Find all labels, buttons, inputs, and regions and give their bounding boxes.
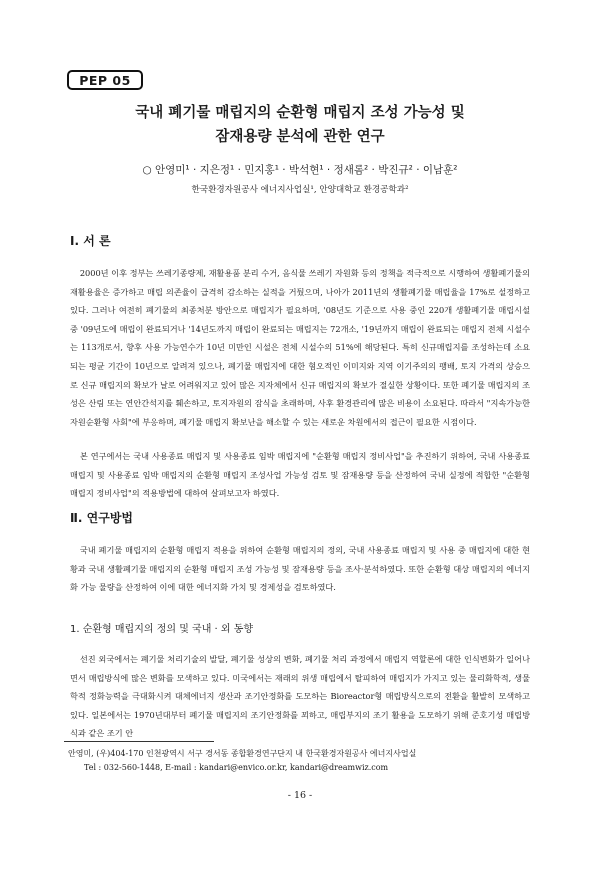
intro-paragraph-2: 본 연구에서는 국내 사용종료 매립지 및 사용종료 임박 매립지에 "순환형 매립지 정비사업"을 추진하기 위하여, 국내 사용종료 매립지 및 사용종료 임박 매립지의 순환형 매립지 조성사업 가능성 검토 및 잠재용량 등을 산정하여 국내 실정에 적합한 "순환형 매립지 정비사업"의 적용방법에 대하여 살펴보고자 하였다. [70, 451, 530, 499]
session-tag: PEP 05 [67, 70, 143, 90]
footnote-divider [64, 741, 214, 742]
intro-paragraph-1: 2000년 이후 정부는 쓰레기종량제, 재활용품 분리 수거, 음식물 쓰레기 자원화 등의 정책을 적극적으로 시행하여 생활폐기물의 재활용율은 증가하고 매립 의존율이 급격히 감소하는 실적을 거뒀으며, 나아가 2011년의 생활폐기물 매립율을 17%로 설정하고 있다. 그러나 여전히 폐기물의 최종처분 방안으로 매립지가 필요하며, '08년도 기준으로 사용 중인 220개 생활폐기물 매립시설 중 '09년도에 매립이 완료되거나 '14년도까지 매립이 완료되는 매립지는 72개소, '19년까지 매립이 완료되는 매립지 전체 시설수는 113개로서, 향후 사용 가능연수가 10년 미만인 시설은 전체 시설수의 51%에 해당된다. 특히 신규매립지를 조성하는데 소요되는 평균 기간이 10년으로 알려져 있으나, 폐기물 매립지에 대한 혐오적인 이미지와 지역 이기주의의 팽배, 토지 가격의 상승으로 신규 매립지의 확보가 날로 어려워지고 있어 많은 지자체에서 신규 매립지의 확보가 절실한 상황이다. 또한 폐기물 매립지의 조성은 산림 또는 연안간석지를 훼손하고, 토지자원의 잠식을 초래하며, 사후 환경관리에 많은 비용이 소요된다. 따라서 "지속가능한 자원순환형 사회"에 부응하며, 폐기물 매립지 확보난을 해소할 수 있는 새로운 차원에서의 접근이 필요한 시점이다. [70, 268, 530, 427]
method-paragraph-1: 국내 폐기물 매립지의 순환형 매립지 적용을 위하여 순환형 매립지의 정의, 국내 사용종료 매립지 및 사용 중 매립지에 대한 현황과 국내 생활폐기물 매립지의 순환형 매립지 조성 가능성 및 잠재용량 등을 조사·분석하였다. 또한 순환형 대상 매립지의 에너지화 가능 물량을 산정하여 이에 대한 에너지화 가치 및 경제성을 검토하였다. [70, 545, 530, 593]
subsection-heading: 1. 순환형 매립지의 정의 및 국내 · 외 동향 [70, 624, 254, 635]
subsection-paragraph-1: 선진 외국에서는 폐기물 처리기술의 발달, 폐기물 성상의 변화, 폐기물 처리 과정에서 매립지 역할론에 대한 인식변화가 일어나면서 매립방식에 많은 변화를 모색하고 있다. 미국에서는 재래의 위생 매립에서 탈피하여 매립지가 가지고 있는 물리화학적, 생물학적 정화능력을 극대화시켜 대체에너지 생산과 조기안정화를 도모하는 Bioreactor형 매립방식으로의 전환을 활발히 모색하고 있다. 일본에서는 1970년대부터 폐기물 매립지의 조기안정화를 꾀하고, 매립부지의 조기 활용을 도모하기 위해 준호기성 매립방식과 같은 조기 안 [70, 654, 530, 739]
section-heading-intro: Ⅰ. 서 론 [70, 234, 111, 248]
author-list: ○ 안영미¹ · 지은정¹ · 민지홍¹ · 박석현¹ · 정새롬² · 박진규² · 이남훈² [142, 164, 458, 176]
footnote-contact: Tel : 032-560-1448, E-mail : kandari@envico.or.kr, kandari@dreamwiz.com [84, 763, 389, 772]
title-line-2: 잠재용량 분석에 관한 연구 [215, 129, 385, 145]
section-heading-method: Ⅱ. 연구방법 [70, 511, 134, 525]
title-line-1: 국내 폐기물 매립지의 순환형 매립지 조성 가능성 및 [135, 105, 465, 121]
paper-title [60, 101, 540, 149]
page-number: - 16 - [287, 790, 313, 801]
footnote-address: 안영미, (우)404-170 인천광역시 서구 경서동 종합환경연구단지 내 한국환경자원공사 에너지사업실 [68, 749, 417, 758]
affiliation: 한국환경자원공사 에너지사업실¹, 안양대학교 환경공학과² [191, 185, 409, 195]
